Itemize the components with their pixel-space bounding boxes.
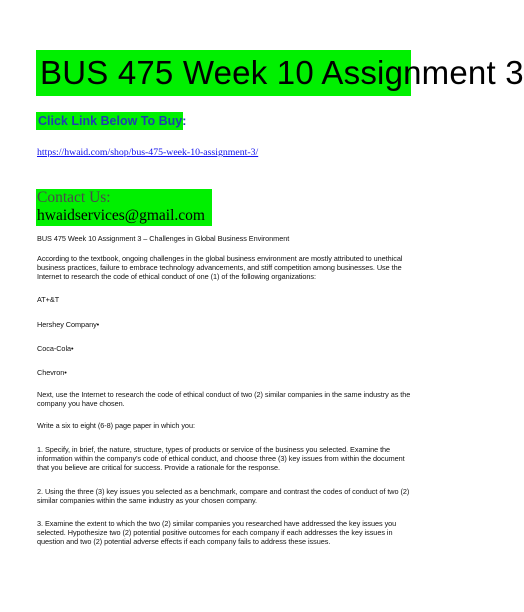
- organization-item: Chevron•: [37, 368, 67, 377]
- paragraph-line: Next, use the Internet to research the code of ethical conduct of two (2) similar companies in the same industry as the: [37, 390, 411, 399]
- paragraph-line: that you believe are critical for success. Provide a rationale for the response.: [37, 463, 281, 473]
- requirement-item-3: [37, 519, 441, 547]
- paragraph-line: According to the textbook, ongoing challenges in the global business environment are mostly attributed to unethical: [37, 254, 403, 263]
- intro-paragraph: [37, 254, 441, 282]
- requirement-item-2: [37, 487, 441, 505]
- organization-item: Hershey Company•: [37, 320, 100, 329]
- write-instruction: Write a six to eight (6-8) page paper in which you:: [37, 421, 195, 430]
- click-to-buy-label: Click Link Below To Buy:: [38, 114, 187, 128]
- organization-item: Coca-Cola•: [37, 344, 74, 353]
- paragraph-line: question and two (2) potential adverse effects if each company fails to address these issues.: [37, 537, 331, 547]
- paragraph-line: information within the company's code of ethical conduct, and choose three (3) key issues from within the document: [37, 454, 405, 464]
- buy-link[interactable]: https://hwaid.com/shop/bus-475-week-10-assignment-3/: [37, 147, 259, 158]
- contact-email[interactable]: hwaidservices@gmail.com: [37, 207, 205, 224]
- requirement-item-1: [37, 445, 441, 473]
- next-paragraph: [37, 390, 441, 408]
- paragraph-line: Internet to research the code of ethical conduct of one (1) of the following organizations:: [37, 272, 316, 282]
- paragraph-line: selected. Hypothesize two (2) potential positive outcomes for each company if each addresses the key issues in: [37, 528, 393, 538]
- assignment-subtitle: BUS 475 Week 10 Assignment 3 – Challenges in Global Business Environment: [37, 234, 290, 243]
- organization-item: AT+&T: [37, 295, 60, 304]
- paragraph-line: 3. Examine the extent to which the two (2) similar companies you researched have addressed the key issues you: [37, 519, 397, 528]
- paragraph-line: business practices, failure to embrace technology advancements, and stiff competition among businesses. Use the: [37, 263, 402, 273]
- document-title: BUS 475 Week 10 Assignment 3: [40, 54, 524, 91]
- paragraph-line: similar companies within the same industry as your chosen company.: [37, 496, 258, 506]
- paragraph-line: 2. Using the three (3) key issues you selected as a benchmark, compare and contrast the codes of conduct of two (2): [37, 487, 410, 496]
- contact-label: Contact Us:: [37, 189, 111, 206]
- paragraph-line: 1. Specify, in brief, the nature, structure, types of products or service of the business you selected. Examine the: [37, 445, 391, 454]
- paragraph-line: company you have chosen.: [37, 399, 125, 409]
